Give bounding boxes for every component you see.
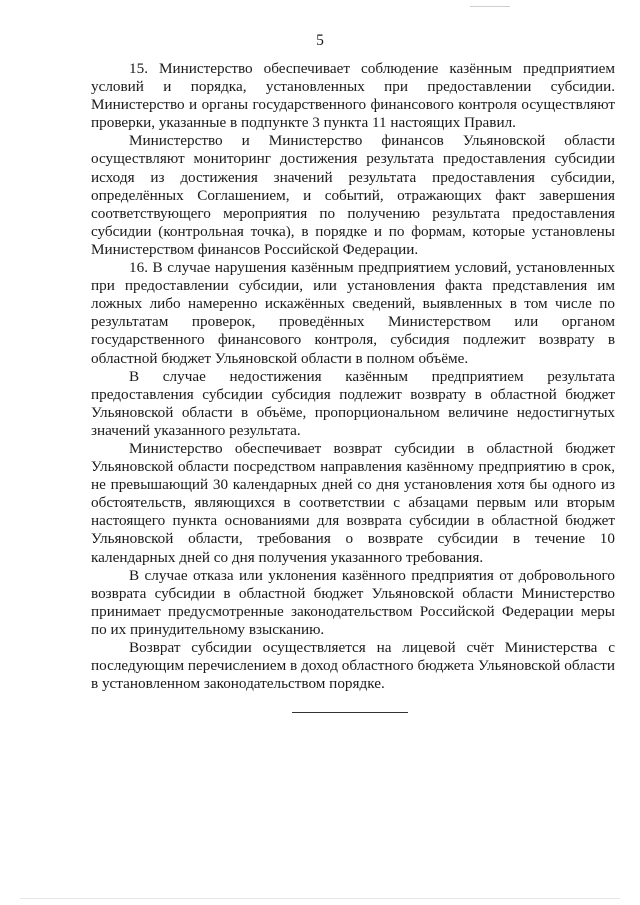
paragraph-refund-procedure: Министерство обеспечивает возврат субсидии в областной бюджет Ульяновской области посредством направления казённому предприятию в срок, не превышающий 30 календарных дней со дня установления хотя бы одного из обстоятельств, являющихся в соответствии с абзацами первым или вторым настоящего пункта основаниями для возврата субсидии в областной бюджет Ульяновской области, требования о возврате субсидии в течение 10 календарных дней со дня получения указанного требования. xyxy=(91,439,615,566)
body-text xyxy=(91,60,615,693)
closing-rule xyxy=(292,712,408,713)
paragraph-monitoring: Министерство и Министерство финансов Ульяновской области осуществляют мониторинг достижения результата предоставления субсидии исходя из достижения значений результата предоставления субсидии, определённых Соглашением, и событий, отражающих факт завершения соответствующего мероприятия по получению результата предоставления субсидии (контрольная точка), в порядке и по формам, которые установлены Министерством финансов Российской Федерации. xyxy=(91,132,615,258)
paragraph-refund-account: Возврат субсидии осуществляется на лицевой счёт Министерства с последующим перечислением в доход областного бюджета Ульяновской области в установленном законодательством порядке. xyxy=(91,639,615,693)
paragraph-non-achievement: В случае недостижения казённым предприятием результата предоставления субсидии субсидия подлежит возврату в областной бюджет Ульяновской области в объёме, пропорциональном величине недостигнутых значений указанного результата. xyxy=(91,367,615,439)
paragraph-refusal: В случае отказа или уклонения казённого предприятия от добровольного возврата субсидии в областной бюджет Ульяновской области Министерство принимает предусмотренные законодательством Российской Федерации меры по их принудительному взысканию. xyxy=(91,566,615,638)
paragraph-15: 15. Министерство обеспечивает соблюдение казённым предприятием условий и порядка, установленных при предоставлении субсидии. Министерство и органы государственного финансового контроля осуществляют проверки, указанные в подпункте 3 пункта 11 настоящих Правил. xyxy=(91,60,615,132)
page-number: 5 xyxy=(316,32,324,49)
paragraph-16: 16. В случае нарушения казённым предприятием условий, установленных при предоставлении субсидии, или установления факта представления им ложных либо намеренно искажённых сведений, выявленных в том числе по результатам проверок, проведённых Министерством или органом государственного финансового контроля, субсидия подлежит возврату в областной бюджет Ульяновской области в полном объёме. xyxy=(91,259,615,367)
scan-artifact-top xyxy=(470,6,510,7)
scan-artifact-bottom xyxy=(20,898,620,899)
